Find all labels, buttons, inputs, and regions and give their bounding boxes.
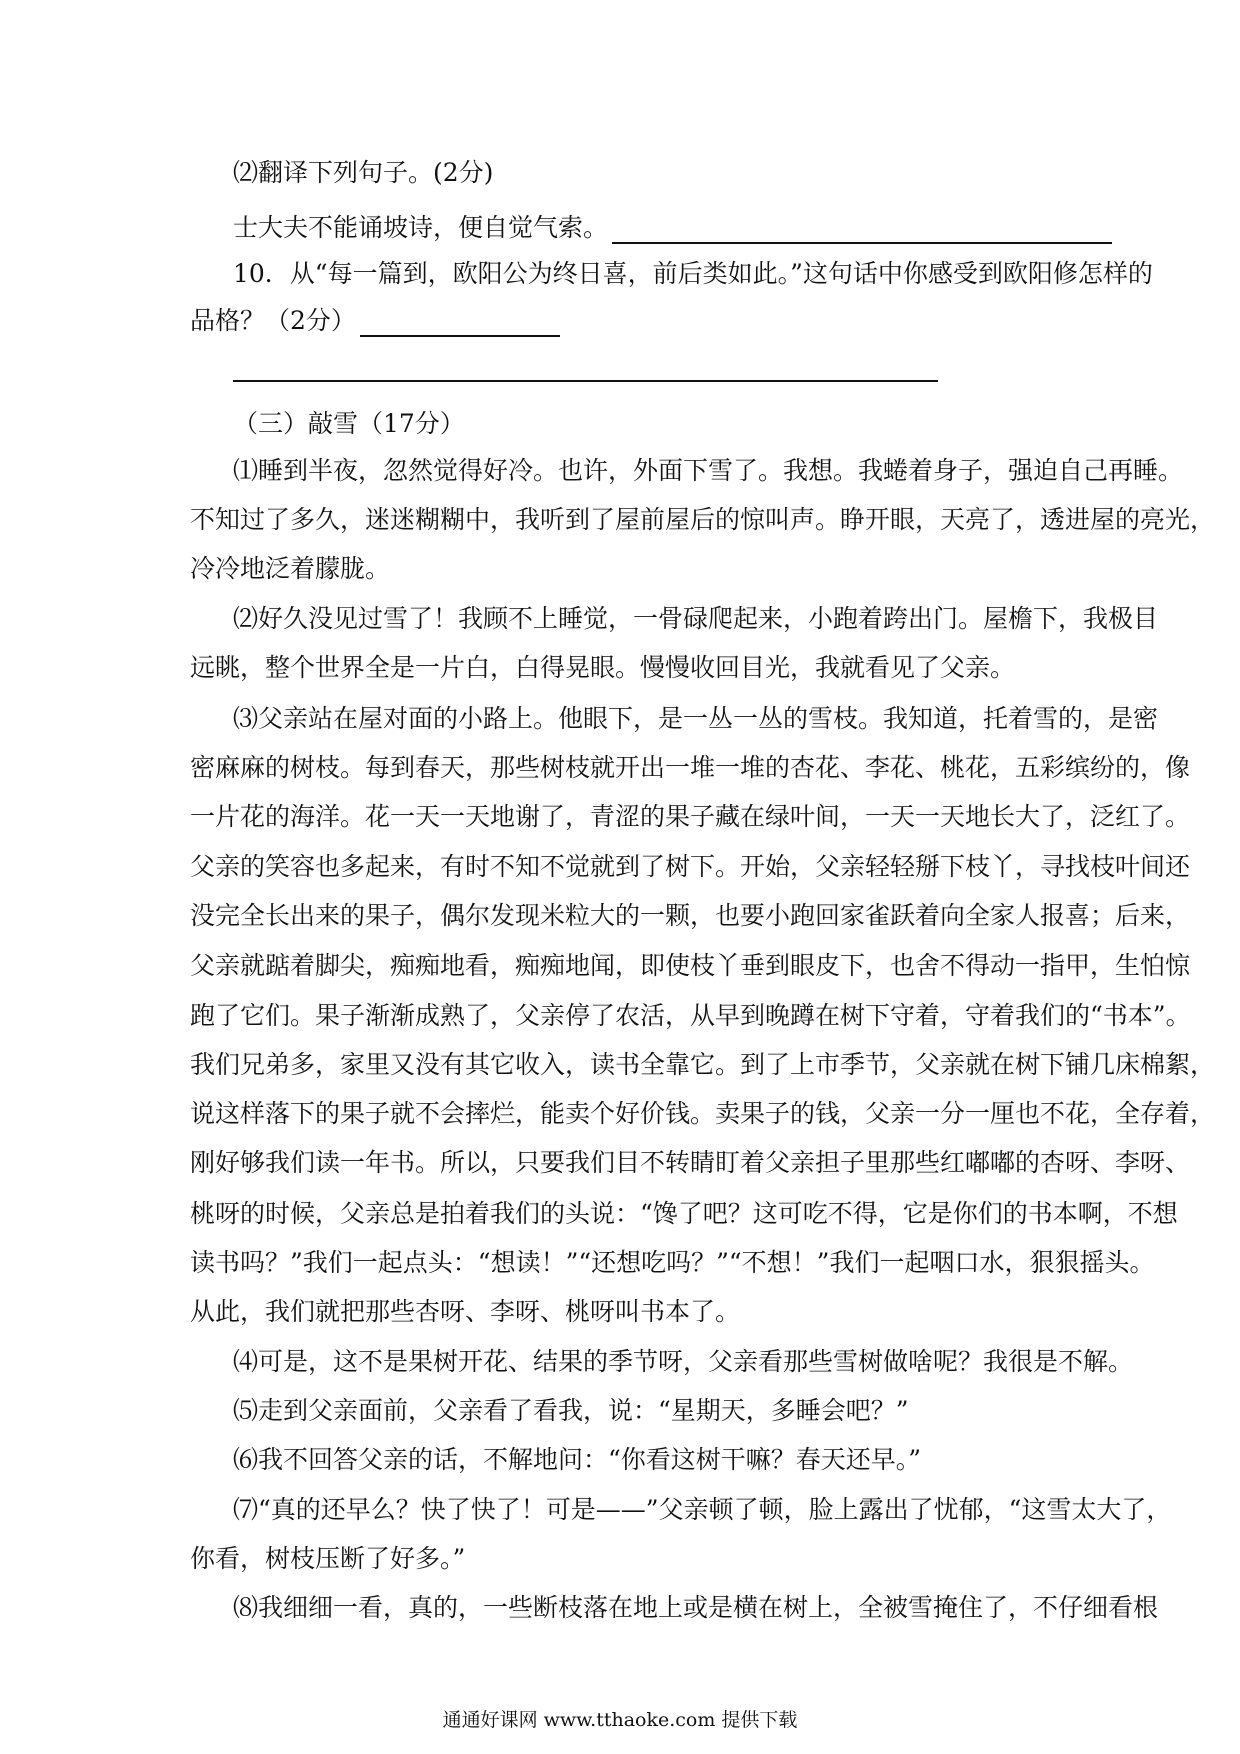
passage-line: ⑴睡到半夜，忽然觉得好冷。也许，外面下雪了。我想。我蜷着身子，强迫自己再睡。 bbox=[233, 456, 1184, 485]
passage-line: 从此，我们就把那些杏呀、李呀、桃呀叫书本了。 bbox=[190, 1297, 741, 1326]
passage-line: ⑻我细细一看，真的，一些断枝落在地上或是横在树上，全被雪掩住了，不仔细看根 bbox=[233, 1593, 1159, 1622]
passage-line: ⑵好久没见过雪了！我顾不上睡觉，一骨碌爬起来，小跑着跨出门。屋檐下，我极目 bbox=[233, 604, 1159, 633]
section-heading: （三）敲雪（17分） bbox=[233, 409, 465, 438]
passage-line: 我们兄弟多，家里又没有其它收入，读书全靠它。到了上市季节，父亲就在树下铺几床棉絮， bbox=[190, 1050, 1216, 1079]
q10-line2: 品格？（2分） bbox=[190, 306, 356, 335]
q10-line1: 10．从“每一篇到，欧阳公为终日喜，前后类如此。”这句话中你感受到欧阳修怎样的 bbox=[233, 259, 1153, 288]
passage-line: 父亲就踮着脚尖，痴痴地看，痴痴地闻，即使枝丫垂到眼皮下，也舍不得动一指甲，生怕惊 bbox=[190, 951, 1191, 980]
passage-line: 说这样落下的果子就不会摔烂，能卖个好价钱。卖果子的钱，父亲一分一厘也不花，全存着， bbox=[190, 1099, 1216, 1128]
answer-rule bbox=[233, 380, 938, 382]
passage-line: ⑷可是，这不是果树开花、结果的季节呀，父亲看那些雪树做啥呢？我很是不解。 bbox=[233, 1347, 1134, 1376]
q9-part2-prompt: ⑵翻译下列句子。(2分) bbox=[233, 158, 494, 187]
passage-line: ⑸走到父亲面前，父亲看了看我，说：“星期天，多睡会吧？” bbox=[233, 1396, 909, 1425]
passage-line: 刚好够我们读一年书。所以，只要我们目不转睛盯着父亲担子里那些红嘟嘟的杏呀、李呀、 bbox=[190, 1148, 1191, 1177]
passage-line: 冷冷地泛着朦胧。 bbox=[190, 554, 391, 583]
passage-line: 父亲的笑容也多起来，有时不知不觉就到了树下。开始，父亲轻轻掰下枝丫，寻找枝叶间还 bbox=[190, 852, 1191, 881]
answer-blank bbox=[612, 218, 1112, 244]
answer-blank bbox=[360, 311, 560, 337]
q9-part2-sentence-row bbox=[0, 212, 1240, 244]
passage-line: ⑶父亲站在屋对面的小路上。他眼下，是一丛一丛的雪枝。我知道，托着雪的，是密 bbox=[233, 704, 1159, 733]
passage-line: 你看，树枝压断了好多。” bbox=[190, 1544, 466, 1573]
passage-line: 没完全长出来的果子，偶尔发现米粒大的一颗，也要小跑回家雀跃着向全家人报喜；后来， bbox=[190, 901, 1191, 930]
q10-line2-row bbox=[0, 305, 1240, 337]
passage-line: 一片花的海洋。花一天一天地谢了，青涩的果子藏在绿叶间，一天一天地长大了，泛红了。 bbox=[190, 802, 1191, 831]
passage-line: 不知过了多久，迷迷糊糊中，我听到了屋前屋后的惊叫声。睁开眼，天亮了，透进屋的亮光， bbox=[190, 505, 1216, 534]
passage-line: 远眺，整个世界全是一片白，白得晃眼。慢慢收回目光，我就看见了父亲。 bbox=[190, 653, 1016, 682]
passage-line: 读书吗？”我们一起点头：“想读！”“还想吃吗？”“不想！”我们一起咽口水，狠狠摇头。 bbox=[190, 1248, 1155, 1277]
passage-line: 跑了它们。果子渐渐成熟了，父亲停了农活，从早到晚蹲在树下守着，守着我们的“书本”。 bbox=[190, 1001, 1191, 1030]
passage-line: ⑺“真的还早么？快了快了！可是——”父亲顿了顿，脸上露出了忧郁，“这雪太大了， bbox=[233, 1495, 1172, 1524]
passage-line: ⑹我不回答父亲的话，不解地问：“你看这树干嘛？春天还早。” bbox=[233, 1445, 922, 1474]
page-footer: 通通好课网 www.tthaoke.com 提供下载 bbox=[442, 1709, 798, 1731]
passage-line: 桃呀的时候，父亲总是拍着我们的头说：“馋了吧？这可吃不得，它是你们的书本啊，不想 bbox=[190, 1199, 1178, 1228]
q9-part2-sentence: 士大夫不能诵坡诗，便自觉气索。 bbox=[233, 213, 609, 242]
passage-line: 密麻麻的树枝。每到春天，那些树枝就开出一堆一堆的杏花、李花、桃花，五彩缤纷的，像 bbox=[190, 753, 1191, 782]
